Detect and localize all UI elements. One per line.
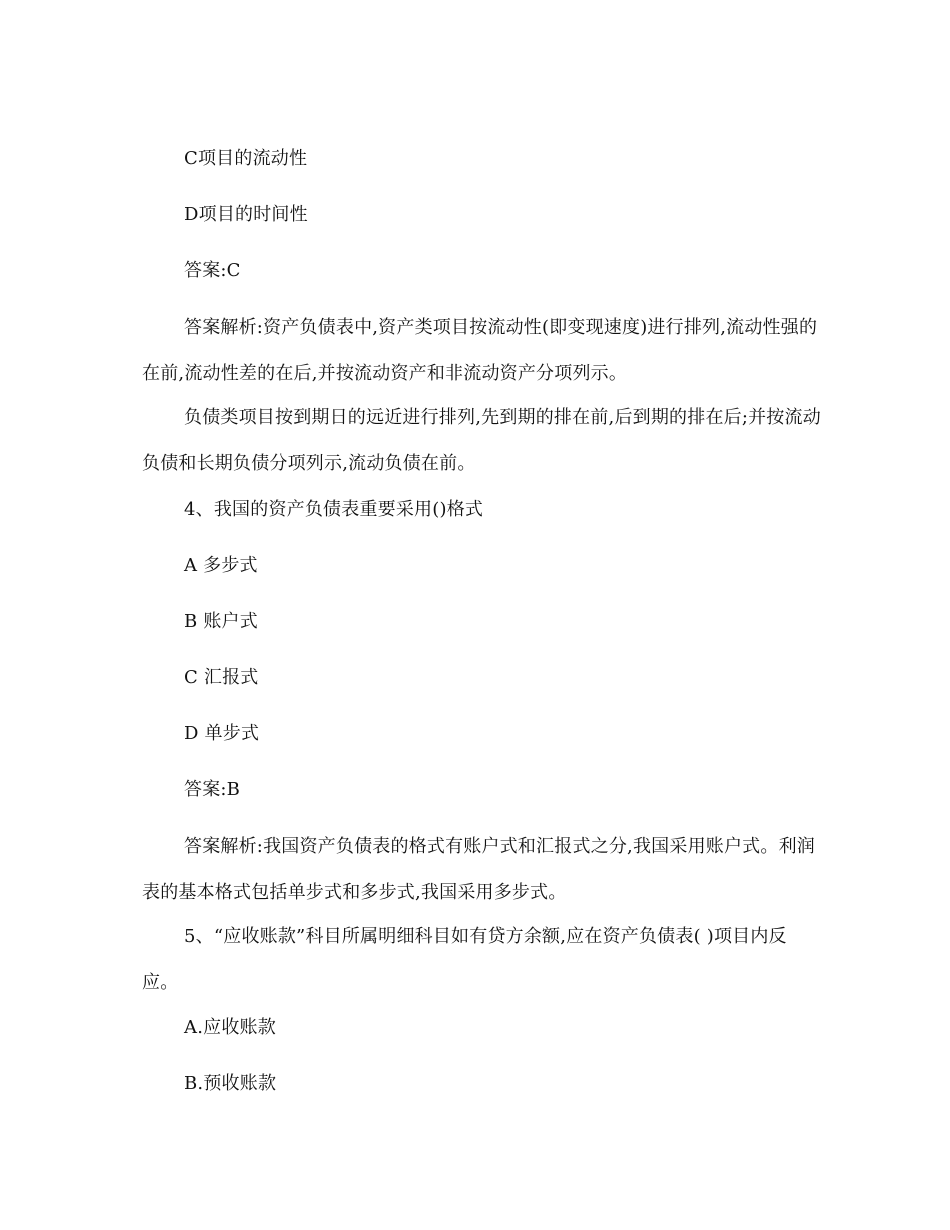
question-4-option-d: D 单步式 xyxy=(184,723,260,744)
option-d-time: D项目的时间性 xyxy=(184,204,308,225)
question-5: 5、“应收账款”科目所属明细科目如有贷方余额,应在资产负债表( )项目内反应。 xyxy=(142,926,787,993)
question-4-option-b: B 账户式 xyxy=(184,611,258,632)
question-5-option-b: B.预收账款 xyxy=(184,1073,277,1094)
question-5-option-a: A.应收账款 xyxy=(184,1017,276,1038)
explanation-assets: 答案解析:资产负债表中,资产类项目按流动性(即变现速度)进行排列,流动性强的在前,流动性差的在后,并按流动资产和非流动资产分项列示。 xyxy=(142,317,818,384)
explanation-format: 答案解析:我国资产负债表的格式有账户式和汇报式之分,我国采用账户式。利润表的基本格式包括单步式和多步式,我国采用多步式。 xyxy=(142,836,815,903)
answer-b: 答案:B xyxy=(184,779,241,800)
answer-c: 答案:C xyxy=(184,260,241,281)
option-c-liquidity: C项目的流动性 xyxy=(184,148,308,169)
question-4-option-c: C 汇报式 xyxy=(184,667,259,688)
question-4-option-a: A 多步式 xyxy=(184,555,258,576)
question-4: 4、我国的资产负债表重要采用()格式 xyxy=(184,499,484,520)
explanation-liabilities: 负债类项目按到期日的远近进行排列,先到期的排在前,后到期的排在后;并按流动负债和长期负债分项列示,流动负债在前。 xyxy=(142,407,821,474)
